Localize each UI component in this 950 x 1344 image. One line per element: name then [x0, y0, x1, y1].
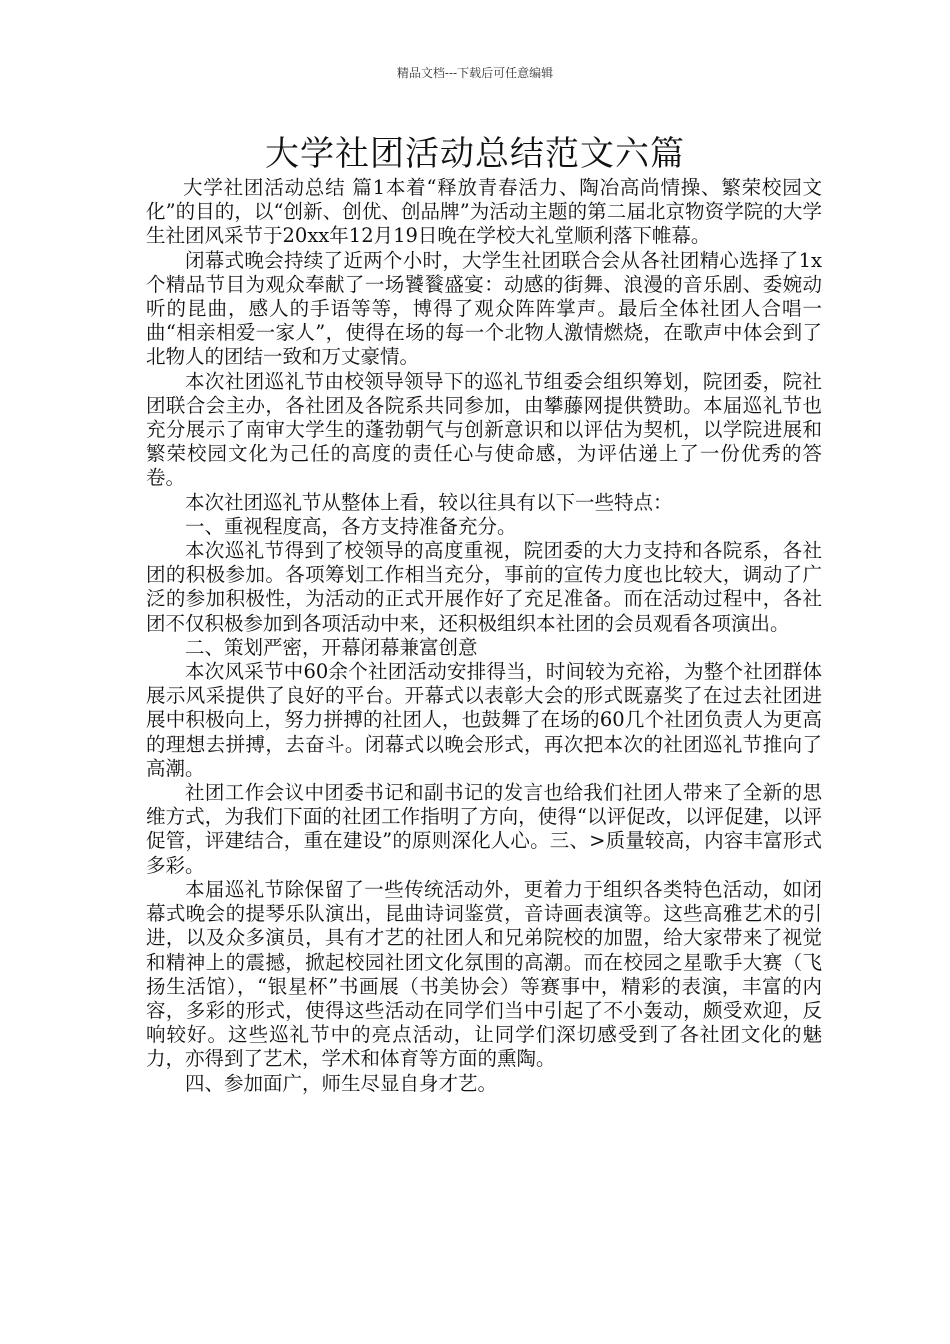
paragraph: 本届巡礼节除保留了一些传统活动外，更着力于组织各类特色活动，如闭幕式晚会的提琴乐队演出，昆曲诗词鉴赏，音诗画表演等。这些高雅艺术的引进，以及众多演员，具有才艺的社团人和兄弟院校的加盟，给大家带来了视觉和精神上的震撼，掀起校园社团文化氛围的高潮。而在校园之星歌手大赛（飞扬生活馆），“银星杯”书画展（书美协会）等赛事中，精彩的表演，丰富的内容，多彩的形式，使得这些活动在同学们当中引起了不小轰动，颇受欢迎，反响较好。这些巡礼节中的亮点活动，让同学们深切感受到了各社团文化的魅力，亦得到了艺术，学术和体育等方面的熏陶。	[146, 877, 822, 1071]
paragraph: 本次风采节中60余个社团活动安排得当，时间较为充裕，为整个社团群体展示风采提供了良好的平台。开幕式以表彰大会的形式既嘉奖了在过去社团进展中积极向上，努力拼搏的社团人，也鼓舞了在场的60几个社团负责人为更高的理想去拼搏，去奋斗。闭幕式以晚会形式，再次把本次的社团巡礼节推向了高潮。	[146, 660, 822, 780]
paragraph: 本次社团巡礼节由校领导领导下的巡礼节组委会组织筹划，院团委，院社团联合会主办，各社团及各院系共同参加，由攀藤网提供赞助。本届巡礼节也充分展示了南审大学生的蓬勃朝气与创新意识和以评估为契机，以学院进展和繁荣校园文化为己任的高度的责任心与使命感，为评估递上了一份优秀的答卷。	[146, 369, 822, 490]
paragraph: 大学社团活动总结 篇1本着“释放青春活力、陶冶高尚情操、繁荣校园文化”的目的，以“创新、创优、创品牌”为活动主题的第二届北京物资学院的大学生社团风采节于20xx年12月19日晚在学校大礼堂顺利落下帷幕。	[146, 176, 822, 248]
document-title: 大学社团活动总结范文六篇	[265, 134, 685, 174]
section-heading: 二、策划严密，开幕闭幕兼富创意	[185, 635, 478, 659]
paragraph: 本次社团巡礼节从整体上看，较以往具有以下一些特点：	[185, 490, 673, 514]
paragraph: 社团工作会议中团委书记和副书记的发言也给我们社团人带来了全新的思维方式，为我们下面的社团工作指明了方向，使得“以评促改，以评促建，以评促管，评建结合，重在建设”的原则深化人心。三、>质量较高，内容丰富形式多彩。	[146, 781, 822, 877]
document-body	[146, 176, 822, 1096]
section-heading: 四、参加面广，师生尽显自身才艺。	[185, 1071, 498, 1095]
paragraph: 本次巡礼节得到了校领导的高度重视，院团委的大力支持和各院系，各社团的积极参加。各项筹划工作相当充分，事前的宣传力度也比较大，调动了广泛的参加积极性，为活动的正式开展作好了充足准备。而在活动过程中，各社团不仅积极参加到各项活动中来，还积极组织本社团的会员观看各项演出。	[146, 539, 822, 635]
section-heading: 一、重视程度高，各方支持准备充分。	[185, 514, 517, 538]
paragraph: 闭幕式晚会持续了近两个小时，大学生社团联合会从各社团精心选择了1x个精品节目为观众奉献了一场饕餮盛宴：动感的街舞、浪漫的音乐剧、委婉动听的昆曲，感人的手语等等，博得了观众阵阵掌声。最后全体社团人合唱一曲“相亲相爱一家人”，使得在场的每一个北物人激情燃烧，在歌声中体会到了北物人的团结一致和万丈豪情。	[146, 248, 822, 369]
header-note: 精品文档---下载后可任意编辑	[396, 66, 554, 80]
